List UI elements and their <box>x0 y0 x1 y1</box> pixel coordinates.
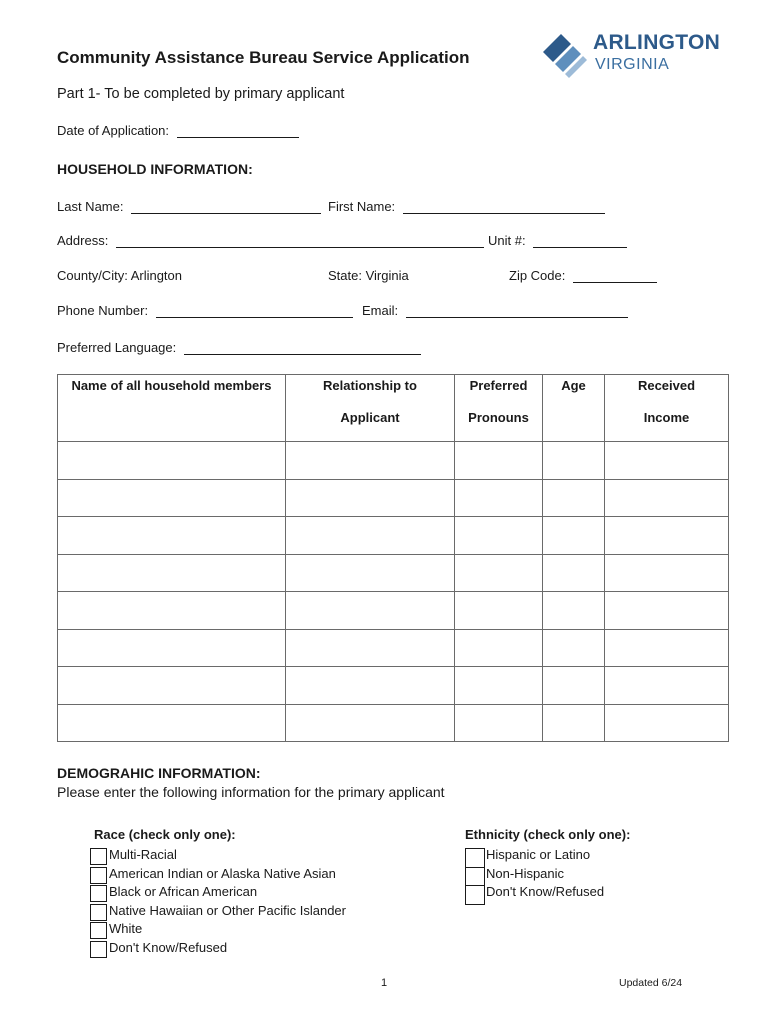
race-option[interactable] <box>90 865 390 884</box>
column-header-income <box>605 375 729 442</box>
first-name-row <box>328 199 605 214</box>
ethnicity-group <box>465 827 715 902</box>
table-row <box>58 479 729 517</box>
income-cell[interactable] <box>605 517 729 555</box>
member-name-cell[interactable] <box>58 592 286 630</box>
age-cell[interactable] <box>543 629 605 667</box>
race-option[interactable] <box>90 920 390 939</box>
table-header-row <box>58 375 729 442</box>
demographic-instruction: Please enter the following information for the primary applicant <box>57 784 445 800</box>
last-name-label: Last Name: <box>57 199 124 214</box>
pronouns-cell[interactable] <box>455 592 543 630</box>
relationship-cell[interactable] <box>286 479 455 517</box>
pronouns-cell[interactable] <box>455 704 543 742</box>
relationship-cell[interactable] <box>286 442 455 480</box>
first-name-field[interactable] <box>403 199 605 214</box>
income-cell[interactable] <box>605 667 729 705</box>
table-row <box>58 554 729 592</box>
email-label: Email: <box>362 303 399 318</box>
table-row <box>58 517 729 555</box>
phone-number-label: Phone Number: <box>57 303 149 318</box>
zip-code-label: Zip Code: <box>509 268 566 283</box>
logo-text-arlington: ARLINGTON <box>593 31 721 54</box>
age-cell[interactable] <box>543 442 605 480</box>
ethnicity-option-label: Non-Hispanic <box>486 865 565 881</box>
pronouns-cell[interactable] <box>455 629 543 667</box>
member-name-cell[interactable] <box>58 442 286 480</box>
race-option-label: White <box>109 921 143 936</box>
ethnicity-option-label: Hispanic or Latino <box>486 847 591 862</box>
logo-text-virginia: VIRGINIA <box>595 56 670 73</box>
column-header-label: Age <box>561 378 586 393</box>
ethnicity-option[interactable] <box>465 865 715 884</box>
phone-number-field[interactable] <box>156 303 353 318</box>
state: State: Virginia <box>328 268 409 283</box>
table-row <box>58 442 729 480</box>
column-header-relationship <box>286 375 455 442</box>
race-option-label: Multi-Racial <box>109 847 177 862</box>
relationship-cell[interactable] <box>286 592 455 630</box>
income-cell[interactable] <box>605 704 729 742</box>
pronouns-cell[interactable] <box>455 479 543 517</box>
ethnicity-option[interactable] <box>465 846 715 865</box>
unit-row <box>488 233 627 248</box>
demographic-heading: DEMOGRAHIC INFORMATION: <box>57 765 261 781</box>
member-name-cell[interactable] <box>58 629 286 667</box>
last-name-row <box>57 199 321 214</box>
column-header-label-line2: Income <box>643 410 690 425</box>
pronouns-cell[interactable] <box>455 667 543 705</box>
race-option[interactable] <box>90 902 390 921</box>
race-option-label: American Indian or Alaska Native Asian <box>109 865 336 881</box>
column-header-age <box>543 375 605 442</box>
member-name-cell[interactable] <box>58 517 286 555</box>
county-city: County/City: Arlington <box>57 268 183 283</box>
race-option-label: Don't Know/Refused <box>109 939 228 955</box>
household-members-table <box>57 374 729 742</box>
updated-date: Updated 6/24 <box>619 977 683 989</box>
arlington-logo-mark-icon <box>541 30 589 78</box>
age-cell[interactable] <box>543 554 605 592</box>
relationship-cell[interactable] <box>286 517 455 555</box>
page-title: Community Assistance Bureau Service Application <box>57 48 470 67</box>
table-row <box>58 592 729 630</box>
column-header-pronouns <box>455 375 543 442</box>
checkbox[interactable] <box>90 941 107 958</box>
pronouns-cell[interactable] <box>455 554 543 592</box>
income-cell[interactable] <box>605 479 729 517</box>
date-of-application-label: Date of Application: <box>57 123 170 138</box>
column-header-label: Received <box>637 378 696 393</box>
table-row <box>58 629 729 667</box>
address-label: Address: <box>57 233 109 248</box>
relationship-cell[interactable] <box>286 554 455 592</box>
table-row <box>58 667 729 705</box>
income-cell[interactable] <box>605 554 729 592</box>
race-option[interactable] <box>90 939 390 958</box>
table-row <box>58 704 729 742</box>
age-cell[interactable] <box>543 479 605 517</box>
last-name-field[interactable] <box>131 199 321 214</box>
pronouns-cell[interactable] <box>455 517 543 555</box>
language-row <box>57 340 421 355</box>
zip-code-field[interactable] <box>573 268 657 283</box>
member-name-cell[interactable] <box>58 554 286 592</box>
column-header-label: Name of all household members <box>71 378 272 393</box>
address-field[interactable] <box>116 233 484 248</box>
income-cell[interactable] <box>605 442 729 480</box>
household-heading: HOUSEHOLD INFORMATION: <box>57 161 253 177</box>
preferred-language-label: Preferred Language: <box>57 340 177 355</box>
relationship-cell[interactable] <box>286 667 455 705</box>
ethnicity-option-label: Don't Know/Refused <box>486 884 605 899</box>
race-group <box>90 827 390 957</box>
column-header-name <box>58 375 286 442</box>
ethnicity-option[interactable] <box>465 883 715 902</box>
unit-label: Unit #: <box>488 233 526 248</box>
age-cell[interactable] <box>543 592 605 630</box>
email-row <box>362 303 628 318</box>
arlington-logo <box>541 30 736 78</box>
pronouns-cell[interactable] <box>455 442 543 480</box>
race-option-label: Black or African American <box>109 884 258 899</box>
part-instruction: Part 1- To be completed by primary applicant <box>57 86 345 102</box>
zip-row <box>509 268 657 283</box>
age-cell[interactable] <box>543 704 605 742</box>
checkbox[interactable] <box>465 885 485 905</box>
ethnicity-title: Ethnicity (check only one): <box>465 827 631 842</box>
race-option-label: Native Hawaiian or Other Pacific Islander <box>109 902 346 918</box>
relationship-cell[interactable] <box>286 704 455 742</box>
age-cell[interactable] <box>543 517 605 555</box>
column-header-label: Relationship to <box>323 378 417 393</box>
checkbox[interactable] <box>90 867 107 884</box>
checkbox[interactable] <box>90 904 107 921</box>
member-name-cell[interactable] <box>58 667 286 705</box>
checkbox[interactable] <box>90 922 107 939</box>
preferred-language-field[interactable] <box>184 340 421 355</box>
member-name-cell[interactable] <box>58 479 286 517</box>
page-number: 1 <box>381 977 388 989</box>
race-option[interactable] <box>90 883 390 902</box>
first-name-label: First Name: <box>328 199 396 214</box>
unit-field[interactable] <box>533 233 627 248</box>
phone-row <box>57 303 353 318</box>
email-field[interactable] <box>406 303 628 318</box>
checkbox[interactable] <box>90 848 107 865</box>
column-header-label: Preferred <box>469 378 528 393</box>
address-row <box>57 233 484 248</box>
race-title: Race (check only one): <box>94 827 236 842</box>
relationship-cell[interactable] <box>286 629 455 667</box>
date-of-application-field[interactable] <box>177 123 299 138</box>
member-name-cell[interactable] <box>58 704 286 742</box>
age-cell[interactable] <box>543 667 605 705</box>
column-header-label-line2: Pronouns <box>468 410 529 425</box>
income-cell[interactable] <box>605 629 729 667</box>
column-header-label-line2: Applicant <box>340 410 400 425</box>
date-of-application-row <box>57 123 299 138</box>
income-cell[interactable] <box>605 592 729 630</box>
checkbox[interactable] <box>90 885 107 902</box>
race-option[interactable] <box>90 846 390 865</box>
